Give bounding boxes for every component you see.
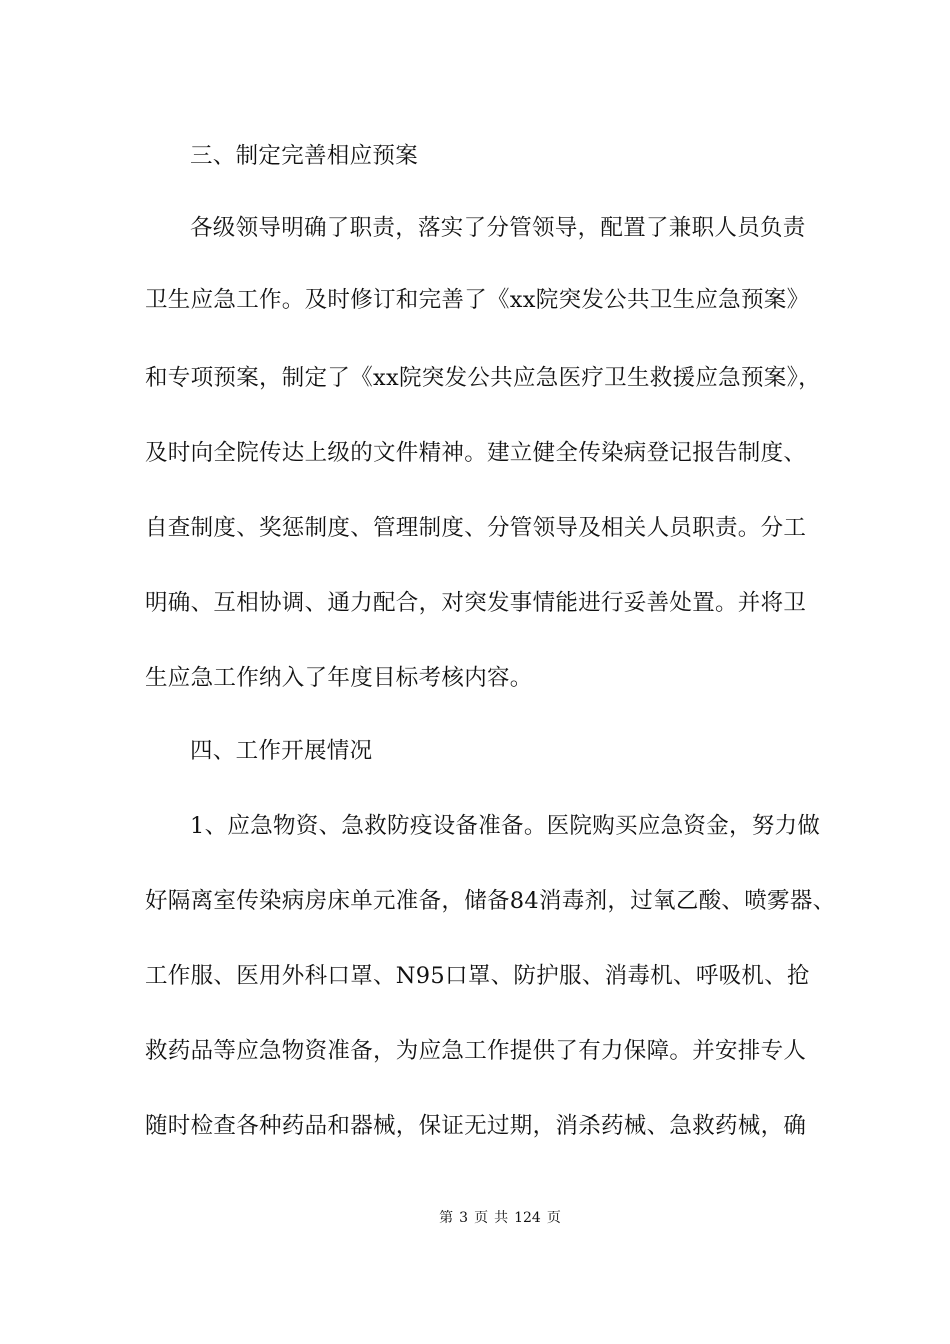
paragraph-line: 随时检查各种药品和器械，保证无过期，消杀药械、急救药械，确	[145, 1113, 807, 1139]
paragraph-line: 1、应急物资、急救防疫设备准备。医院购买应急资金，努力做	[190, 813, 821, 839]
paragraph-line: 工作服、医用外科口罩、N95口罩、防护服、消毒机、呼吸机、抢	[145, 963, 810, 989]
paragraph-line: 自查制度、奖惩制度、管理制度、分管领导及相关人员职责。分工	[145, 515, 807, 541]
section-heading-4: 四、工作开展情况	[190, 738, 373, 764]
paragraph-line: 明确、互相协调、通力配合，对突发事情能进行妥善处置。并将卫	[145, 590, 807, 616]
paragraph-line: 及时向全院传达上级的文件精神。建立健全传染病登记报告制度、	[145, 440, 807, 466]
paragraph-line: 救药品等应急物资准备，为应急工作提供了有力保障。并安排专人	[145, 1038, 807, 1064]
footer-total-pages: 124	[514, 1210, 541, 1226]
paragraph-line: 生应急工作纳入了年度目标考核内容。	[145, 665, 533, 691]
page-footer	[0, 1209, 950, 1227]
footer-total-label: 共	[494, 1210, 509, 1226]
footer-page-label: 页	[474, 1210, 489, 1226]
section-heading-3: 三、制定完善相应预案	[190, 143, 419, 169]
paragraph-line: 各级领导明确了职责，落实了分管领导，配置了兼职人员负责	[190, 215, 806, 241]
paragraph-line: 和专项预案，制定了《xx院突发公共应急医疗卫生救援应急预案》，	[145, 365, 821, 391]
footer-current-page: 3	[459, 1210, 469, 1226]
footer-page-label-2: 页	[546, 1210, 561, 1226]
paragraph-line: 卫生应急工作。及时修订和完善了《xx院突发公共卫生应急预案》	[145, 287, 810, 313]
footer-prefix: 第	[439, 1210, 454, 1226]
paragraph-line: 好隔离室传染病房床单元准备，储备84消毒剂，过氧乙酸、喷雾器、	[145, 888, 836, 914]
